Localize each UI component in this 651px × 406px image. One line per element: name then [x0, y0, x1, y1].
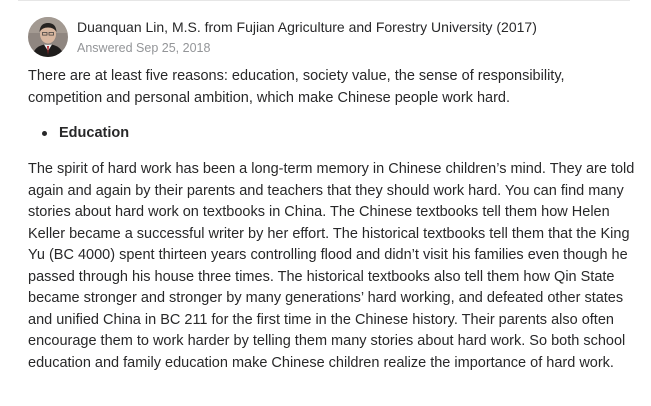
answer-header [28, 17, 537, 57]
avatar-photo-icon [28, 17, 68, 57]
bullet-icon [42, 131, 47, 136]
answer-intro-paragraph: There are at least five reasons: education, society value, the sense of responsibility, competition and personal ambition, which make Chinese people work hard. [28, 68, 565, 106]
author-credential[interactable]: Duanquan Lin, M.S. from Fujian Agriculture and Forestry University (2017) [77, 19, 537, 35]
answer-body-paragraph: The spirit of hard work has been a long-term memory in Chinese children’s mind. They are told again and again by their parents and teachers that they should work hard. You can find many stories about hard work on textbooks in China. The Chinese textbooks tell them how Helen Keller became a successful writer by her effort. The historical textbooks tell them that the King Yu (BC 4000) spent thirteen years controlling flood and didn’t visit his families even though he passed through his house three times. The historical textbooks also tell them how Qin State became stronger and stronger by many generations’ hard working, and defeated other states and unified China in BC 211 for the first time in the Chinese history. Their parents also often encourage them to work harder by telling them many stories about hard work. So both school education and family education make Chinese children realize the importance of hard work. [28, 161, 635, 371]
author-meta [77, 18, 537, 56]
answered-date[interactable]: Answered Sep 25, 2018 [77, 41, 211, 55]
top-divider [18, 0, 630, 1]
avatar[interactable] [28, 17, 68, 57]
bullet-label: Education [59, 125, 130, 141]
bullet-item-education [42, 123, 129, 145]
